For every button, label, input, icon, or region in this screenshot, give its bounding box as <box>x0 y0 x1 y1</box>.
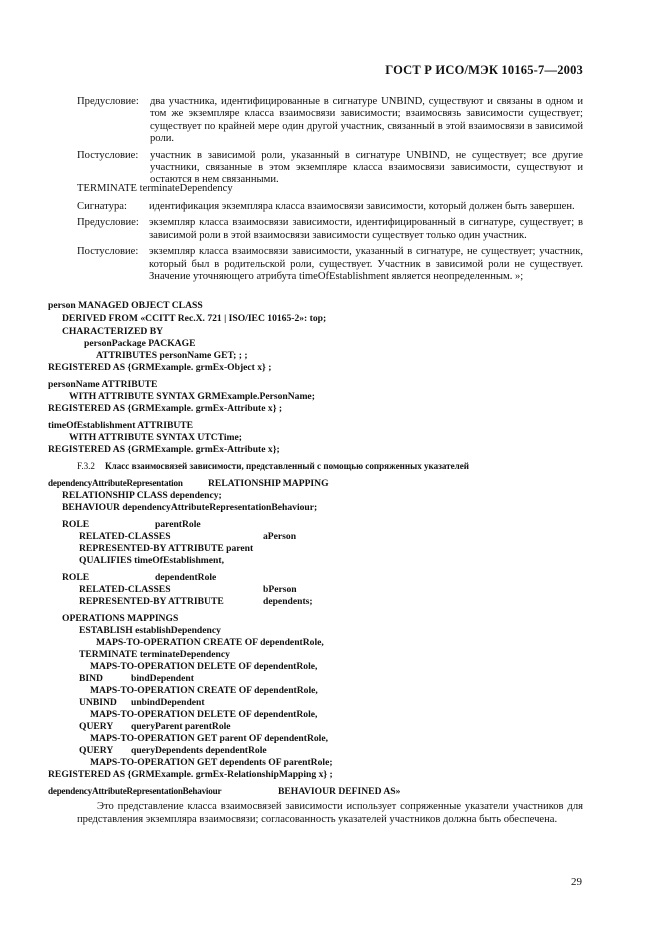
code-line: REPRESENTED-BY ATTRIBUTE <box>79 596 224 607</box>
page-number: 29 <box>571 876 582 888</box>
definition-row <box>77 246 583 283</box>
code-line: BIND <box>79 673 103 684</box>
code-line: ATTRIBUTES personName GET; ; ; <box>96 350 248 361</box>
code-line: unbindDependent <box>131 697 205 708</box>
definitions-terminate <box>77 201 583 287</box>
code-line: MAPS-TO-OPERATION DELETE OF dependentRole, <box>90 709 318 720</box>
definition-label: Постусловие: <box>77 246 139 258</box>
code-line: ROLE <box>62 572 90 583</box>
code-line: RELATED-CLASSES <box>79 531 171 542</box>
code-line: REGISTERED AS {GRMExample. grmEx-RelationshipMapping x} ; <box>48 769 333 780</box>
definition-row <box>77 217 583 242</box>
code-line: QUERY <box>79 721 114 732</box>
code-line: aPerson <box>263 531 297 542</box>
definition-label: Предусловие: <box>77 96 139 107</box>
paragraph-text: Это представление класса взаимосвязей зависимости использует сопряженные указатели участников для представления экземпляра взаимосвязи; согласованность указателей участников должна быть обеспечена. <box>77 801 583 825</box>
code-line: MAPS-TO-OPERATION CREATE OF dependentRole, <box>90 685 318 696</box>
definition-text: экземпляр класса взаимосвязи зависимости, указанный в сигнатуре, не существует; участник, который был в родительской роли, существует. Участник в зависимой роли не существует. Значение уточняющего атрибута timeOfEstablishment является неопределенным. »; <box>149 246 583 283</box>
code-line: QUALIFIES timeOfEstablishment, <box>79 555 224 566</box>
definition-label: Сигнатура: <box>77 201 127 212</box>
terminate-heading: TERMINATE terminateDependency <box>77 183 233 194</box>
code-line: REGISTERED AS {GRMExample. grmEx-Object x} ; <box>48 362 272 373</box>
code-line: REGISTERED AS {GRMExample. grmEx-Attribute x} ; <box>48 403 283 414</box>
code-line: DERIVED FROM «CCITT Rec.X. 721 | ISO/IEC 10165-2»: top; <box>62 313 327 324</box>
code-line: UNBIND <box>79 697 117 708</box>
code-line: dependencyAttributeRepresentationBehaviour <box>48 786 222 796</box>
definition-label: Предусловие: <box>77 217 139 229</box>
code-line: WITH ATTRIBUTE SYNTAX UTCTime; <box>69 432 242 443</box>
code-line: person MANAGED OBJECT CLASS <box>48 300 203 311</box>
code-line: timeOfEstablishment ATTRIBUTE <box>48 420 194 431</box>
code-line: BEHAVIOUR dependencyAttributeRepresentationBehaviour; <box>62 502 318 513</box>
code-line: CHARACTERIZED BY <box>62 326 164 337</box>
section-number: F.3.2 <box>77 461 95 471</box>
code-line: bPerson <box>263 584 297 595</box>
code-line: personPackage PACKAGE <box>84 338 196 349</box>
code-line: WITH ATTRIBUTE SYNTAX GRMExample.PersonName; <box>69 391 315 402</box>
document-header: ГОСТ Р ИСО/МЭК 10165-7—2003 <box>385 63 583 77</box>
code-line: QUERY <box>79 745 114 756</box>
code-line: dependentRole <box>155 572 217 583</box>
definition-row <box>77 96 583 146</box>
code-line: MAPS-TO-OPERATION DELETE OF dependentRole, <box>90 661 318 672</box>
code-line: queryParent parentRole <box>131 721 231 732</box>
code-line: REGISTERED AS {GRMExample. grmEx-Attribute x}; <box>48 444 280 455</box>
code-line: TERMINATE terminateDependency <box>79 649 230 660</box>
code-line: RELATIONSHIP CLASS dependency; <box>62 490 222 501</box>
code-line: queryDependents dependentRole <box>131 745 267 756</box>
definition-row <box>77 150 583 187</box>
closing-paragraph <box>77 801 583 826</box>
definition-label: Постусловие: <box>77 149 139 161</box>
code-line: parentRole <box>155 519 201 530</box>
definition-text: два участника, идентифицированные в сигнатуре UNBIND, существуют и связаны в одном и том же экземпляре класса взаимосвязи зависимости; взаимосвязь зависимости существует; существует по крайней мере один другой участник, связанный в этой взаимосвязи в зависимой роли. <box>150 96 583 145</box>
definition-text: участник в зависимой роли, указанный в сигнатуре UNBIND, не существует; все другие участники, связанные в этом экземпляре класса взаимосвязи зависимости, существуют и остаются в нем связанными. <box>150 149 583 186</box>
code-line: BEHAVIOUR DEFINED AS» <box>278 786 401 797</box>
code-line: MAPS-TO-OPERATION GET parent OF dependentRole, <box>90 733 328 744</box>
code-line: personName ATTRIBUTE <box>48 379 158 390</box>
code-line: ROLE <box>62 519 90 530</box>
section-title: Класс взаимосвязей зависимости, представленный с помощью сопряженных указателей <box>105 461 470 471</box>
definition-text: идентификация экземпляра класса взаимосвязи зависимости, который должен быть завершен. <box>149 201 575 212</box>
code-line: RELATIONSHIP MAPPING <box>208 478 329 489</box>
definition-row <box>77 201 583 213</box>
code-line: RELATED-CLASSES <box>79 584 171 595</box>
code-line: dependents; <box>263 596 313 607</box>
code-line: MAPS-TO-OPERATION GET dependents OF parentRole; <box>90 757 333 768</box>
code-line: ESTABLISH establishDependency <box>79 625 221 636</box>
code-line: MAPS-TO-OPERATION CREATE OF dependentRole, <box>96 637 324 648</box>
code-line: dependencyAttributeRepresentation <box>48 478 183 488</box>
code-line: OPERATIONS MAPPINGS <box>62 613 179 624</box>
code-line: REPRESENTED-BY ATTRIBUTE parent <box>79 543 254 554</box>
code-line: bindDependent <box>131 673 194 684</box>
definitions-unbind <box>77 96 583 191</box>
definition-text: экземпляр класса взаимосвязи зависимости, идентифицированный в сигнатуре, существует; в зависимой роли в этой взаимосвязи зависимости существует только один участник. <box>149 217 583 241</box>
